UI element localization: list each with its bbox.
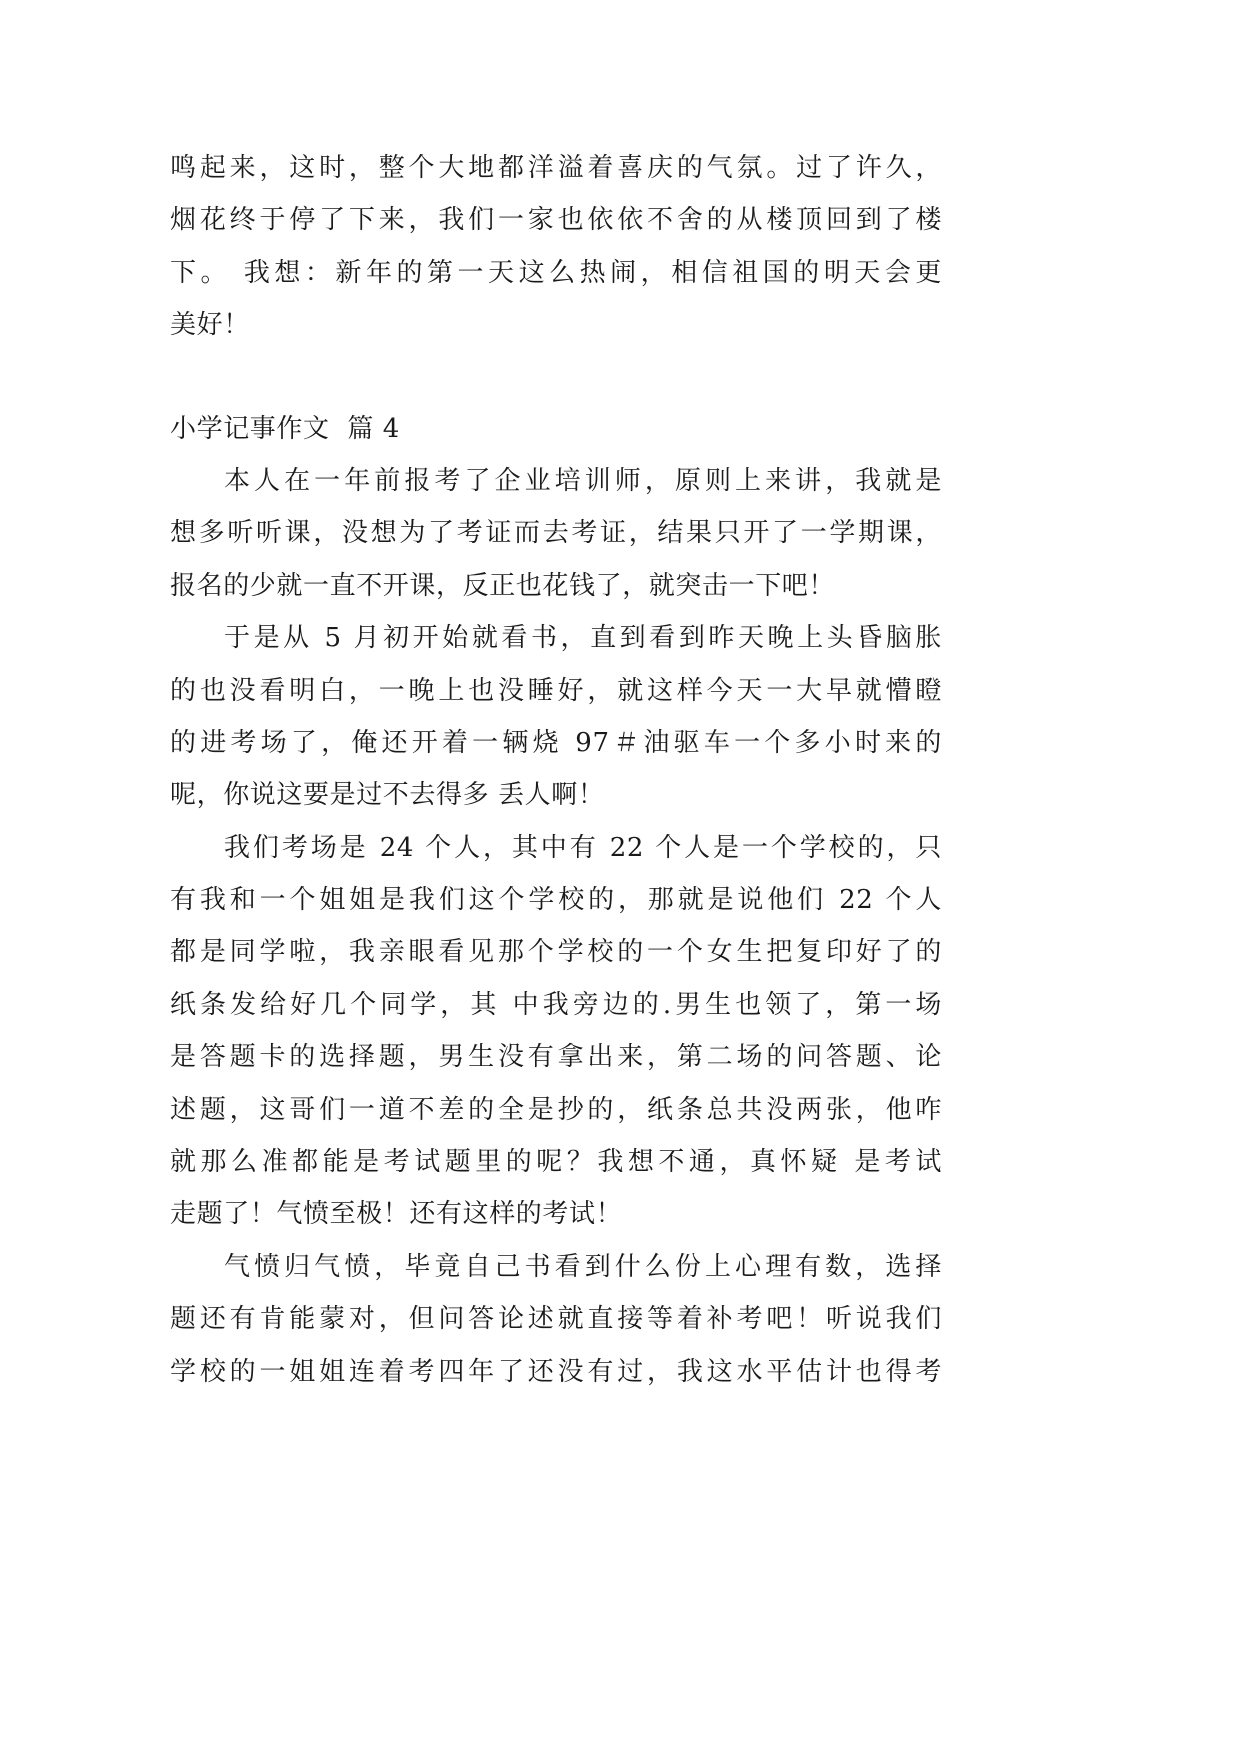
text-line: 的进考场了，俺还开着一辆烧 97＃油驱车一个多小时来的 <box>170 727 942 758</box>
text-line: 气愤归气愤，毕竟自己书看到什么份上心理有数，选择 <box>224 1251 942 1282</box>
text-line: 的也没看明白，一晚上也没睡好，就这样今天一大早就懵瞪 <box>170 675 942 706</box>
text-line: 鸣起来，这时，整个大地都洋溢着喜庆的气氛。过了许久， <box>170 153 942 183</box>
section-gap <box>170 352 942 403</box>
text-line: 题还有肯能蒙对，但问答论述就直接等着补考吧！听说我们 <box>170 1304 942 1335</box>
text-line: 我们考场是 24 个人，其中有 22 个人是一个学校的，只 <box>224 832 942 863</box>
paragraph <box>170 1241 942 1398</box>
text-line: 述题，这哥们一道不差的全是抄的，纸条总共没两张，他咋 <box>170 1094 942 1125</box>
text-column <box>170 142 942 1398</box>
text-line: 就那么准都能是考试题里的呢？我想不通，真怀疑 是考试 <box>170 1147 942 1178</box>
paragraph <box>170 455 942 612</box>
paragraph <box>170 822 942 1241</box>
text-line: 烟花终于停了下来，我们一家也依依不舍的从楼顶回到了楼 <box>170 205 942 236</box>
paragraph <box>170 612 942 822</box>
section-body <box>170 455 942 1398</box>
text-line: 走题了！气愤至极！还有这样的考试！ <box>170 1199 623 1230</box>
text-line: 呢，你说这要是过不去得多 丢人啊！ <box>170 780 605 811</box>
text-line: 美好！ <box>170 310 250 341</box>
text-line: 想多听听课，没想为了考证而去考证，结果只开了一学期课， <box>170 518 942 549</box>
text-line: 学校的一姐姐连着考四年了还没有过，我这水平估计也得考 <box>170 1356 942 1387</box>
text-line: 是答题卡的选择题，男生没有拿出来，第二场的问答题、论 <box>170 1042 942 1073</box>
text-line: 本人在一年前报考了企业培训师，原则上来讲，我就是 <box>224 465 942 496</box>
continuation-paragraph <box>170 142 942 352</box>
text-line: 纸条发给好几个同学，其 中我旁边的.男生也领了，第一场 <box>170 989 942 1020</box>
text-line: 下。 我想：新年的第一天这么热闹，相信祖国的明天会更 <box>170 257 942 288</box>
text-line: 报名的少就一直不开课，反正也花钱了，就突击一下吧！ <box>170 570 836 601</box>
text-line: 都是同学啦，我亲眼看见那个学校的一个女生把复印好了的 <box>170 937 942 968</box>
text-line: 有我和一个姐姐是我们这个学校的，那就是说他们 22 个人 <box>170 885 942 916</box>
text-line: 于是从 5 月初开始就看书，直到看到昨天晚上头昏脑胀 <box>224 623 942 654</box>
section-heading: 小学记事作文 篇 4 <box>170 413 400 444</box>
